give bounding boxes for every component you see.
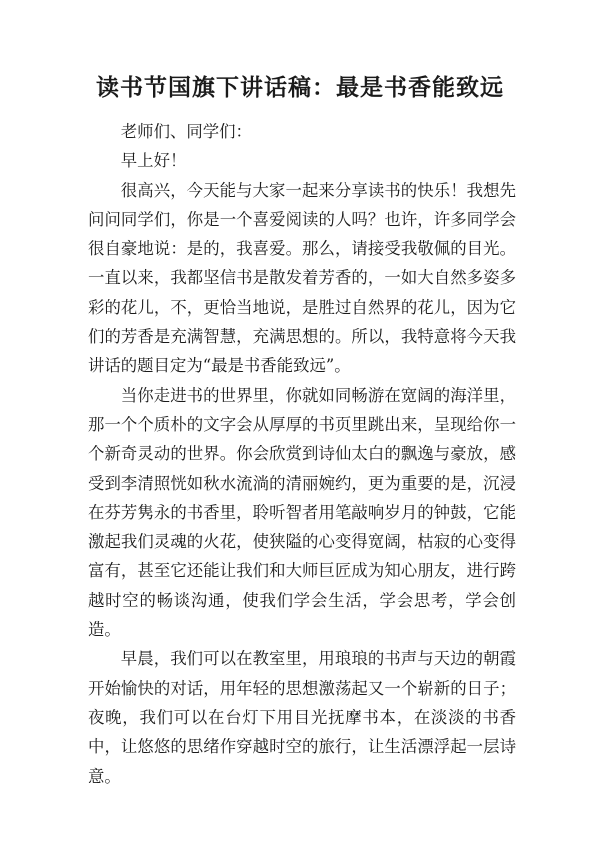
greeting: 早上好！ — [120, 151, 187, 171]
salutation: 老师们、同学们： — [120, 122, 252, 141]
document-body — [88, 117, 516, 791]
paragraph: 早晨，我们可以在教室里，用琅琅的书声与天边的朝霞开始愉快的对话，用年轻的思想激荡起又一个崭新的日子；夜晚，我们可以在台灯下用目光抚摩书本，在淡淡的书香中，让悠悠的思绪作穿越时空的旅行，让生活漂浮起一层诗意。 — [88, 649, 516, 786]
page-title: 读书节国旗下讲话稿：最是书香能致远 — [96, 74, 504, 101]
paragraph: 当你走进书的世界里，你就如同畅游在宽阔的海洋里，那一个个质朴的文字会从厚厚的书页里跳出来，呈现给你一个新奇灵动的世界。你会欣赏到诗仙太白的飘逸与豪放，感受到李清照恍如秋水流淌的清丽婉约，更为重要的是，沉浸在芬芳隽永的书香里，聆听智者用笔敲响岁月的钟鼓，它能激起我们灵魂的火花，使狭隘的心变得宽阔，枯寂的心变得富有，甚至它还能让我们和大师巨匠成为知心朋友，进行跨越时空的畅谈沟通，使我们学会生活，学会思考，学会创造。 — [88, 385, 516, 640]
paragraph: 很高兴，今天能与大家一起来分享读书的快乐！我想先问问同学们，你是一个喜爱阅读的人吗？也许，许多同学会很自豪地说：是的，我喜爱。那么，请接受我敬佩的目光。一直以来，我都坚信书是散发着芳香的，一如大自然多姿多彩的花儿，不，更恰当地说，是胜过自然界的花儿，因为它们的芳香是充满智慧，充满思想的。所以，我特意将今天我讲话的题目定为“最是书香能致远”。 — [88, 180, 516, 376]
